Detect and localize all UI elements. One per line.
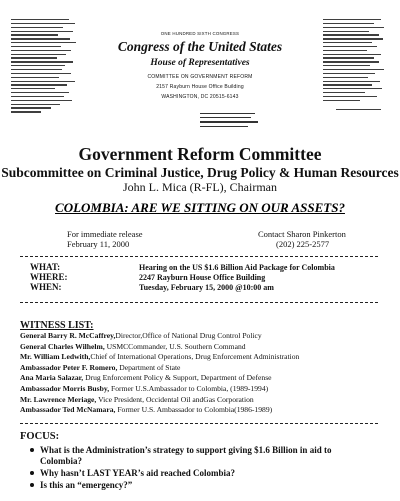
congress-title: Congress of the United States [117, 39, 283, 54]
witness-item: Mr. Lawrence Meriage, Vice President, Occidental Oil andGas Corporation [20, 394, 254, 404]
letterhead-address: 2157 Rayburn House Office Building [156, 84, 244, 90]
bullet-icon [30, 471, 34, 475]
witness-item: Mr. William Ledwith,Chief of International Operations, Drug Enforcement Administration [20, 352, 300, 362]
divider-top [20, 256, 378, 257]
release-date: February 11, 2000 [67, 239, 130, 249]
contact-name: Contact Sharon Pinkerton [258, 229, 346, 239]
bullet-icon [30, 483, 34, 487]
what-label: WHAT: [30, 262, 61, 272]
divider-bottom [20, 423, 378, 424]
what-value: Hearing on the US $1.6 Billion Aid Package for Colombia [139, 263, 335, 272]
committee-name-letterhead: COMMITTEE ON GOVERNMENT REFORM [147, 74, 253, 80]
subcommittee-heading: Subcommittee on Criminal Justice, Drug Policy & Human Resources [1, 165, 399, 180]
contact-phone: (202) 225-2577 [276, 239, 330, 249]
witness-item: General Charles Wilhelm, USMCCommander, U.S. Southern Command [20, 341, 246, 351]
chairman-line: John L. Mica (R-FL), Chairman [123, 180, 277, 194]
when-value: Tuesday, February 15, 2000 @10:00 am [139, 283, 274, 292]
focus-item: What is the Administration’s strategy to support giving $1.6 Billion in aid to Colombia? [40, 445, 390, 467]
where-label: WHERE: [30, 272, 68, 282]
witness-list-title: WITNESS LIST: [20, 320, 94, 331]
focus-title: FOCUS: [20, 431, 60, 442]
bullet-icon [30, 448, 34, 452]
focus-item: Is this an “emergency?” [40, 480, 390, 491]
witness-item: Ana Maria Salazar, Drug Enforcement Policy & Support, Department of Defense [20, 373, 272, 383]
witness-item: Ambassador Ted McNamara, Former U.S. Ambassador to Colombia(1986-1989) [20, 405, 273, 415]
witness-item: Ambassador Morris Busby, Former U.S.Ambassador to Colombia, (1989-1994) [20, 383, 269, 393]
witness-list [20, 331, 299, 416]
when-label: WHEN: [30, 282, 62, 292]
house-title: House of Representatives [150, 58, 250, 68]
letterhead-phone-lines [200, 113, 260, 130]
divider-middle [20, 302, 378, 303]
focus-item: Why hasn’t LAST YEAR’s aid reached Colombia? [40, 468, 390, 479]
where-value: 2247 Rayburn House Office Building [139, 273, 266, 282]
witness-item: Ambassador Peter F. Romero, Department of State [20, 362, 181, 372]
letterhead-city: WASHINGTON, DC 20515-6143 [161, 94, 239, 100]
witness-item: General Barry R. McCaffrey,Director,Office of National Drug Control Policy [20, 331, 262, 340]
release-type: For immediate release [67, 229, 143, 239]
congress-number: ONE HUNDRED SIXTH CONGRESS [160, 31, 240, 36]
hearing-headline: COLOMBIA: ARE WE SITTING ON OUR ASSETS? [55, 200, 345, 215]
committee-heading: Government Reform Committee [78, 144, 322, 164]
